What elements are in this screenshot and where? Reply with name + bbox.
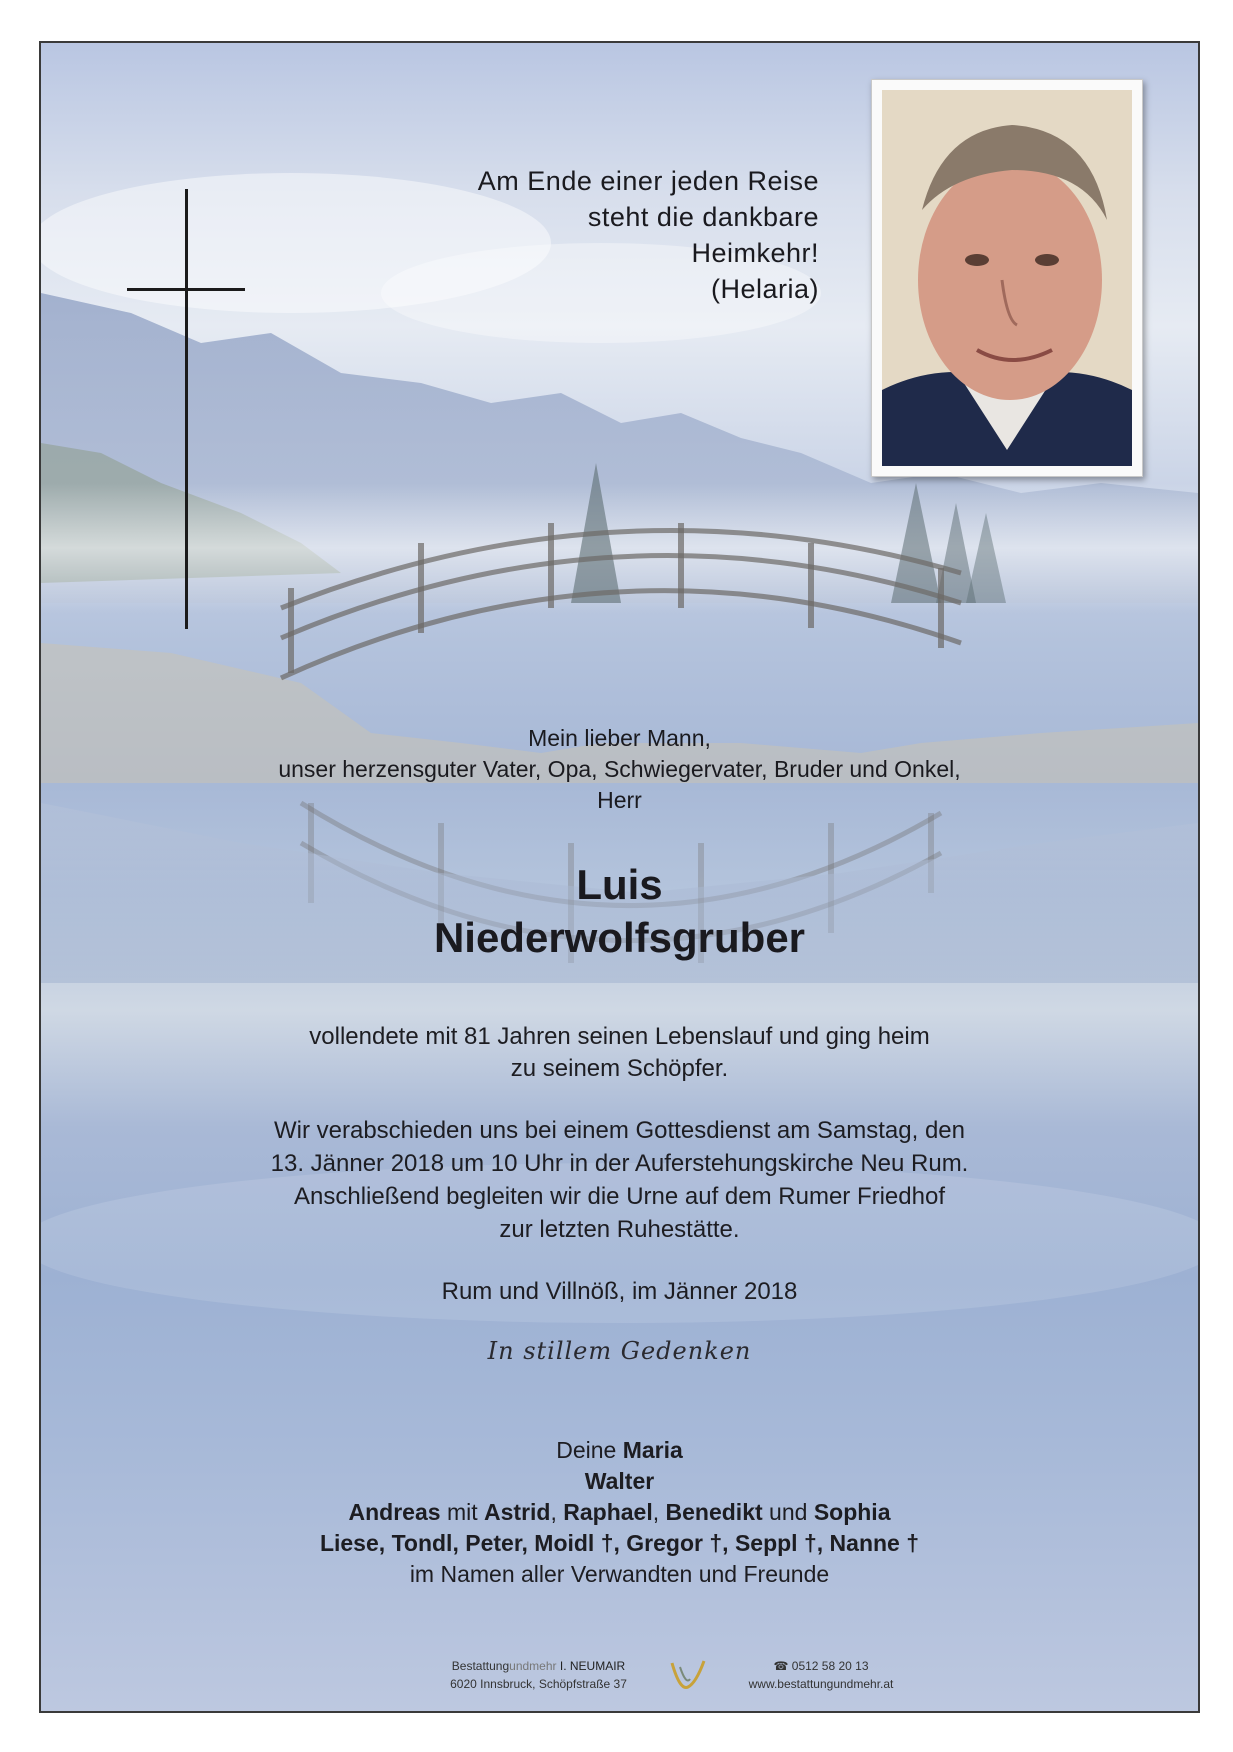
- funeral-line: zur letzten Ruhestätte.: [499, 1216, 740, 1243]
- quote-line: Am Ende einer jeden Reise: [477, 166, 819, 196]
- website-link[interactable]: www.bestattungundmehr.at: [748, 1677, 894, 1691]
- mourner-name: Moidl †: [534, 1530, 614, 1556]
- funeral-home-logo: [666, 1657, 712, 1695]
- intro-text: [41, 723, 1198, 816]
- mourners-list: [41, 1435, 1198, 1590]
- mourner-text: und: [762, 1499, 814, 1525]
- mourner-name: Nanne †: [829, 1530, 920, 1556]
- memorial-quote: [478, 163, 819, 307]
- company-name-part: Bestattung: [451, 1659, 510, 1673]
- last-name: Niederwolfsgruber: [433, 914, 806, 961]
- funeral-notice: [41, 1114, 1198, 1246]
- footer-company: [411, 1657, 666, 1693]
- mourner-text: Deine: [556, 1437, 623, 1463]
- mourner-name: Tondl: [391, 1530, 453, 1556]
- mourner-separator: ,: [378, 1530, 392, 1556]
- place-date: Rum und Villnöß, im Jänner 2018: [441, 1278, 798, 1305]
- phone-icon: ☎: [773, 1659, 792, 1673]
- mourner-name: Benedikt: [665, 1499, 763, 1525]
- intro-line: Herr: [597, 787, 642, 813]
- mourner-text: ,: [550, 1499, 564, 1525]
- mourner-name: Astrid: [484, 1499, 551, 1525]
- cross-vertical-beam: [185, 189, 188, 629]
- mourner-name: Walter: [584, 1468, 655, 1494]
- quote-author: (Helaria): [710, 274, 819, 304]
- mourner-line: im Namen aller Verwandten und Freunde: [409, 1561, 830, 1587]
- first-name: Luis: [576, 861, 663, 908]
- obituary-card: [39, 41, 1200, 1713]
- mourner-name: Raphael: [563, 1499, 653, 1525]
- phone-number: 0512 58 20 13: [791, 1659, 869, 1673]
- portrait-photo-frame: [871, 79, 1143, 477]
- mourner-separator: ,: [452, 1530, 466, 1556]
- cross-horizontal-beam: [127, 288, 245, 291]
- mourner-name: Sophia: [813, 1499, 891, 1525]
- mourner-name: Maria: [622, 1437, 683, 1463]
- mourner-line: [41, 1528, 1198, 1559]
- mourner-text: mit: [440, 1499, 485, 1525]
- company-name: [411, 1657, 666, 1675]
- mourner-name: Liese: [319, 1530, 379, 1556]
- mourner-line: [41, 1497, 1198, 1528]
- mourner-separator: ,: [613, 1530, 627, 1556]
- death-notice: [41, 1021, 1198, 1085]
- mourner-line: [41, 1435, 1198, 1466]
- funeral-line: 13. Jänner 2018 um 10 Uhr in der Auferstehungskirche Neu Rum.: [270, 1150, 969, 1177]
- mourner-line: [41, 1466, 1198, 1497]
- deceased-name: [41, 858, 1198, 964]
- intro-line: unser herzensguter Vater, Opa, Schwiegervater, Bruder und Onkel,: [278, 756, 961, 782]
- mourner-text: ,: [652, 1499, 666, 1525]
- in-memory-phrase: In stillem Gedenken: [487, 1337, 752, 1365]
- funeral-line: Wir verabschieden uns bei einem Gottesdienst am Samstag, den: [273, 1117, 966, 1144]
- funeral-line: Anschließend begleiten wir die Urne auf dem Rumer Friedhof: [294, 1183, 945, 1210]
- mourner-name: Peter: [465, 1530, 522, 1556]
- mourner-separator: ,: [722, 1530, 735, 1556]
- phone-row: [721, 1657, 921, 1675]
- mourner-name: Gregor †: [626, 1530, 723, 1556]
- mourner-separator: ,: [521, 1530, 535, 1556]
- quote-line: steht die dankbare: [587, 202, 819, 232]
- intro-line: Mein lieber Mann,: [528, 725, 711, 751]
- death-line: vollendete mit 81 Jahren seinen Lebenslauf und ging heim: [309, 1023, 930, 1050]
- death-line: zu seinem Schöpfer.: [510, 1055, 729, 1082]
- mourner-separator: ,: [816, 1530, 830, 1556]
- footer-contact: [721, 1657, 921, 1693]
- company-name-part: I. NEUMAIR: [556, 1659, 626, 1673]
- company-name-part: undmehr: [509, 1659, 557, 1673]
- mourner-name: Seppl †: [734, 1530, 817, 1556]
- quote-line: Heimkehr!: [691, 238, 819, 268]
- mourner-name: Andreas: [348, 1499, 441, 1525]
- funeral-home-footer: [41, 1657, 1198, 1697]
- portrait-photo: [882, 90, 1132, 466]
- company-address: 6020 Innsbruck, Schöpfstraße 37: [450, 1677, 627, 1691]
